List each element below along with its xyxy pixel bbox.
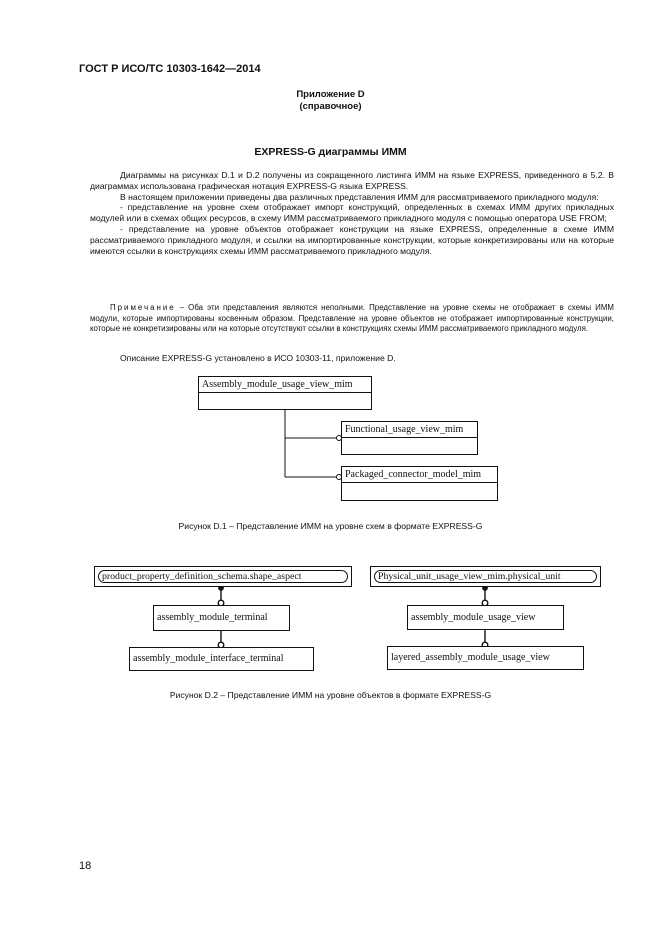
fig2-left-mid-label: assembly_module_terminal: [157, 612, 268, 623]
fig2-left-mid-box: [153, 605, 290, 631]
fig1-main-schema-label: Assembly_module_usage_view_mim: [202, 379, 353, 390]
fig2-right-top-rounded: [374, 570, 597, 583]
figure2-caption: Рисунок D.2 – Представление ИММ на уровне объектов в формате EXPRESS-G: [169, 690, 492, 700]
page-number: 18: [79, 860, 92, 872]
paragraph-intro: Диаграммы на рисунках D.1 и D.2 получены из сокращенного листинга ИММ на языке EXPRESS, приведенного в 5.2. В диаграммах использована графическая нотация EXPRESS-G языка EXPRESS.: [90, 170, 614, 191]
fig2-left-bottom-box: [129, 647, 314, 671]
paragraph-schema-view: - представление на уровне схем отображает импорт конструкций, определенных в схемах ИММ других прикладных модулей или в схемах общих ресурсов, в схему ИММ рассматриваемого прикладного модуля с помощью оператора USE FROM;: [90, 202, 614, 224]
paragraph-reference: Описание EXPRESS-G установлено в ИСО 10303-11, приложение D.: [120, 353, 396, 363]
section-title: EXPRESS-G диаграммы ИММ: [254, 146, 407, 158]
fig2-right-mid-label: assembly_module_usage_view: [411, 612, 536, 623]
fig1-schema-b-label: Packaged_connector_model_mim: [345, 469, 482, 480]
fig2-right-top-box: [370, 566, 601, 587]
fig2-right-bottom-box: [387, 646, 584, 670]
fig2-left-bottom-label: assembly_module_interface_terminal: [133, 653, 284, 664]
appendix-subtitle: (справочное): [299, 101, 362, 112]
fig2-left-top-rounded: [98, 570, 348, 583]
figure1-connectors: [285, 409, 342, 480]
fig1-schema-b-box: [341, 466, 498, 501]
figure1-caption: Рисунок D.1 – Представление ИММ на уровне схем в формате EXPRESS-G: [178, 521, 483, 531]
fig1-main-schema-box: [198, 376, 372, 410]
appendix-title: Приложение D: [296, 89, 365, 100]
fig2-right-mid-box: [407, 605, 564, 630]
fig1-main-schema-divider: [199, 392, 371, 393]
fig1-schema-a-divider: [342, 437, 477, 438]
note-text: – Оба эти представления являются неполными. Представление на уровне схемы не отображает в схемы ИММ модули, которые импортированы косвенным образом. Представление на уровне объектов не отображает импортированные конструкции, которые не конкретизированы или на которые отсутствуют ссылки в конструкциях схемы ИММ рассматриваемого прикладного модуля.: [90, 303, 614, 334]
fig1-schema-a-label: Functional_usage_view_mim: [345, 424, 464, 435]
note-label: Примечание: [110, 303, 176, 312]
fig1-schema-a-box: [341, 421, 478, 455]
document-header: ГОСТ Р ИСО/ТС 10303-1642—2014: [79, 63, 261, 75]
fig1-schema-b-divider: [342, 482, 497, 483]
fig2-right-bottom-label: layered_assembly_module_usage_view: [391, 652, 550, 663]
fig2-left-top-label: product_property_definition_schema.shape_aspect: [102, 571, 302, 582]
paragraph-views: В настоящем приложении приведены два различных представления ИММ для рассматриваемого прикладного модуля:: [120, 191, 599, 202]
paragraph-object-view: - представление на уровне объектов отображает конструкции на языке EXPRESS, определенные в схеме ИММ рассматриваемого прикладного модуля, и ссылки на импортированные конструкции, которые конкретизированы или на которые имеются ссылки в конструкциях схемы ИММ рассматриваемого прикладного модуля.: [90, 223, 614, 256]
fig2-right-top-label: Physical_unit_usage_view_mim.physical_unit: [378, 571, 561, 582]
fig2-left-top-box: [94, 566, 352, 587]
